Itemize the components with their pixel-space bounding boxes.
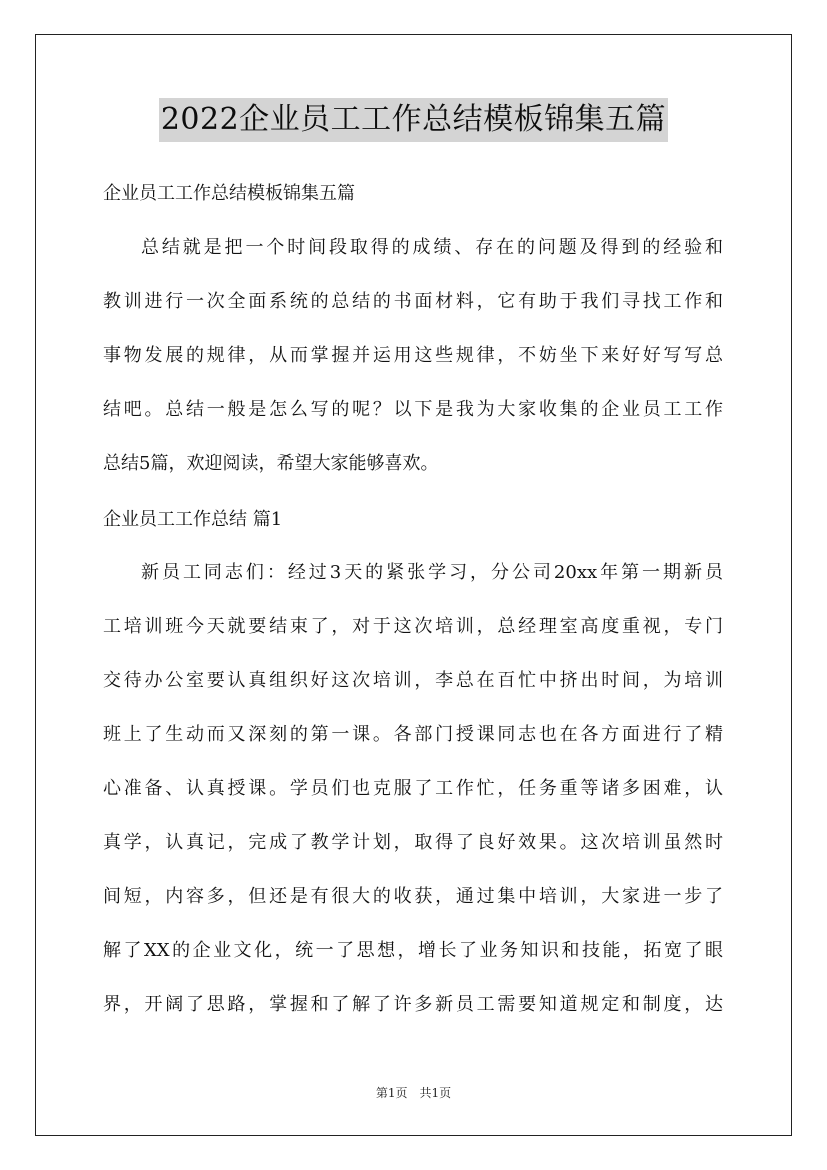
title-container: [0, 98, 827, 142]
paragraph-line: 工培训班今天就要结束了，对于这次培训，总经理室高度重视，专门: [103, 616, 723, 637]
paragraph-line: 事物发展的规律，从而掌握并运用这些规律，不妨坐下来好好写写总: [103, 345, 723, 366]
document-title: 2022企业员工工作总结模板锦集五篇: [159, 98, 668, 142]
paragraph-line: 界，开阔了思路，掌握和了解了许多新员工需要知道规定和制度，达: [103, 994, 723, 1015]
paragraph-line: 结吧。总结一般是怎么写的呢？以下是我为大家收集的企业员工工作: [103, 399, 723, 420]
paragraph-line: 班上了生动而又深刻的第一课。各部门授课同志也在各方面进行了精: [103, 724, 723, 745]
page-footer: 第1页 共1页: [375, 1086, 452, 1100]
paragraph-line: 间短，内容多，但还是有很大的收获，通过集中培训，大家进一步了: [103, 886, 723, 907]
paragraph-line: 总结5篇，欢迎阅读，希望大家能够喜欢。: [103, 453, 439, 474]
paragraph-line: 解了XX的企业文化，统一了思想，增长了业务知识和技能，拓宽了眼: [103, 940, 723, 961]
section-heading: 企业员工工作总结 篇1: [103, 509, 283, 530]
paragraph-line: 教训进行一次全面系统的总结的书面材料，它有助于我们寻找工作和: [103, 291, 723, 312]
document-subtitle: 企业员工工作总结模板锦集五篇: [103, 183, 355, 204]
paragraph-line: 总结就是把一个时间段取得的成绩、存在的问题及得到的经验和: [141, 237, 723, 258]
paragraph-line: 交待办公室要认真组织好这次培训，李总在百忙中挤出时间，为培训: [103, 670, 723, 691]
paragraph-line: 真学，认真记，完成了教学计划，取得了良好效果。这次培训虽然时: [103, 832, 723, 853]
paragraph-line: 新员工同志们：经过3天的紧张学习，分公司20xx年第一期新员: [141, 562, 723, 583]
intro-paragraph: [103, 235, 723, 505]
paragraph-line: 心准备、认真授课。学员们也克服了工作忙，任务重等诸多困难，认: [103, 778, 723, 799]
section-paragraph: [103, 560, 723, 1046]
